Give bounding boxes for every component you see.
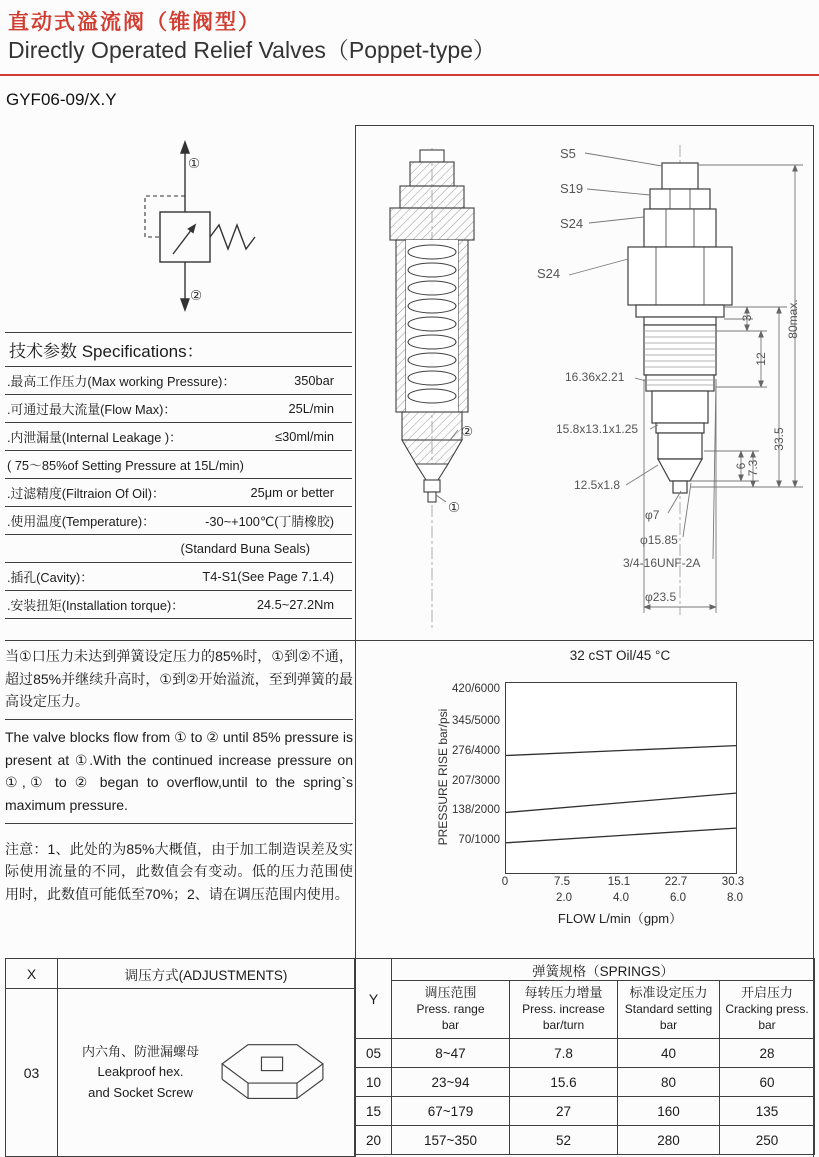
spec-value: 350bar <box>294 373 334 388</box>
dim-dia1585-label: φ15.85 <box>640 533 678 547</box>
spring-code: 05 <box>356 1039 392 1068</box>
adjustments-x-header: X <box>6 959 58 989</box>
springs-row <box>356 1126 815 1155</box>
spring-code: 15 <box>356 1097 392 1126</box>
spec-label: .内泄漏量(Internal Leakage )： <box>7 430 182 445</box>
spring-range: 8~47 <box>392 1039 510 1068</box>
spec-value: 24.5~27.2Nm <box>256 597 334 612</box>
chart-xtick: 0 <box>501 876 509 888</box>
spec-label: .最高工作压力(Max working Pressure)： <box>7 374 236 389</box>
chart-series-spring-10 <box>506 793 736 812</box>
chart-xtick-gpm: 8.0 <box>727 892 743 904</box>
adjustment-description <box>82 1042 199 1102</box>
page-title-cn: 直动式溢流阀（锥阀型） <box>8 11 261 34</box>
specs-title: 技术参数 Specifications： <box>9 342 204 361</box>
chart-xtick: 30.3 <box>721 876 745 888</box>
chart-ytick: 276/4000 <box>452 745 500 757</box>
chart-series-spring-05 <box>506 828 736 843</box>
chart-xtick-gpm: 2.0 <box>556 892 572 904</box>
springs-table <box>355 958 815 1155</box>
section-port1-label: ① <box>448 500 461 515</box>
dim-s24a-label: S24 <box>560 216 584 231</box>
description-note: 注意：1、此处的为85%大概值，由于加工制造误差及实际使用流量的不同，此数值会有变动。低的压力范围使用时，此数值可能低至70%；2、请在调压范围内使用。 <box>5 840 353 903</box>
adjustment-desc-cn: 内六角、防泄漏螺母 <box>81 1044 199 1060</box>
spec-label: .可通过最大流量(Flow Max)： <box>7 402 177 417</box>
spec-value: (Standard Buna Seals) <box>180 541 310 556</box>
spec-value: 25L/min <box>288 401 334 416</box>
spring-increase: 15.6 <box>510 1068 618 1097</box>
spring-increase: 52 <box>510 1126 618 1155</box>
spring-setting: 40 <box>618 1039 720 1068</box>
springs-col-header: 调压范围 Press. range bar <box>392 981 510 1039</box>
dim-thread-top-label: 16.36x2.21 <box>565 370 625 384</box>
top-border <box>355 125 814 126</box>
spec-row <box>5 367 352 395</box>
spec-value: 25μm or better <box>250 485 334 500</box>
dim-groove-label: 12.5x1.8 <box>574 478 621 492</box>
spring-range: 67~179 <box>392 1097 510 1126</box>
chart-ytick: 207/3000 <box>452 775 500 787</box>
adjustments-title: 调压方式(ADJUSTMENTS) <box>58 959 355 989</box>
symbol-port1-label: ① <box>188 156 201 171</box>
model-number: GYF06-09/X.Y <box>6 90 117 109</box>
chart-xtick: 22.7 <box>664 876 688 888</box>
chart-xtick-gpm: 4.0 <box>613 892 629 904</box>
spec-value: ≤30ml/min <box>275 429 334 444</box>
dim-dia7-label: φ7 <box>645 508 660 522</box>
spring-setting: 160 <box>618 1097 720 1126</box>
spring-range: 157~350 <box>392 1126 510 1155</box>
mid-divider <box>5 640 814 641</box>
spec-row <box>5 451 352 479</box>
page-title-en: Directly Operated Relief Valves（Poppet-type） <box>8 37 496 63</box>
spring-cracking: 60 <box>720 1068 815 1097</box>
spec-value: -30~+100℃(丁腈橡胶) <box>205 514 334 529</box>
chart-plot-svg <box>506 683 736 873</box>
chart-title: 32 cST Oil/45 °C <box>569 648 671 663</box>
description-cn: 当①口压力未达到弹簧设定压力的85%时，①到②不通，超过85%并继续升高时，①到②开始溢流，至到弹簧的最高设定压力。 <box>5 645 353 720</box>
description-en: The valve blocks flow from ① to ② until 85% pressure is present at ①.With the continued increase pressure on ①,① to ② began to overflow,until to the spring`s maximum pressure. <box>5 726 353 824</box>
spring-code: 20 <box>356 1126 392 1155</box>
chart-xtick: 7.5 <box>554 876 570 888</box>
section-port2-label: ② <box>461 424 474 439</box>
chart-ytick: 345/5000 <box>452 715 500 727</box>
dim-80max-label: 80max. <box>786 299 800 339</box>
adjustment-desc-en2: and Socket Screw <box>88 1084 193 1100</box>
spec-row <box>5 563 352 591</box>
dim-s24b-label: S24 <box>537 266 561 281</box>
adjustments-table <box>5 958 355 1157</box>
chart-series-spring-20 <box>506 746 736 756</box>
chart-x-axis-label: FLOW L/min（gpm） <box>557 911 683 926</box>
chart-y-axis-label: PRESSURE RISE bar/psi <box>436 708 450 846</box>
spring-code: 10 <box>356 1068 392 1097</box>
dim-12-label: 12 <box>754 352 768 366</box>
springs-col-header: 开启压力 Cracking press. bar <box>720 981 815 1039</box>
spring-cracking: 135 <box>720 1097 815 1126</box>
springs-row <box>356 1097 815 1126</box>
dim-335-label: 33.5 <box>772 427 786 451</box>
chart-xtick-gpm: 6.0 <box>670 892 686 904</box>
cross-section-drawing <box>360 148 520 638</box>
dim-3-label: 3 <box>740 314 754 322</box>
springs-row <box>356 1068 815 1097</box>
spring-increase: 27 <box>510 1097 618 1126</box>
spec-row <box>5 479 352 507</box>
adjustment-content <box>58 1037 354 1109</box>
specs-title-row <box>5 333 352 367</box>
adjustment-desc-en1: Leakproof hex. <box>97 1064 184 1080</box>
springs-col-header: 每转压力增量 Press. increase bar/turn <box>510 981 618 1039</box>
red-divider <box>0 74 819 76</box>
spec-row <box>5 535 352 563</box>
springs-y-header: Y <box>356 959 392 1039</box>
chart-ytick: 420/6000 <box>452 683 500 695</box>
chart-ytick: 70/1000 <box>458 834 500 846</box>
spec-row <box>5 395 352 423</box>
adjustments-row <box>6 989 355 1157</box>
spring-increase: 7.8 <box>510 1039 618 1068</box>
dim-oring-label: 15.8x13.1x1.25 <box>556 422 639 436</box>
spec-label: .插孔(Cavity)： <box>7 570 94 585</box>
dim-73-label: 7.3 <box>746 459 760 477</box>
spring-cracking: 250 <box>720 1126 815 1155</box>
dim-s19-label: S19 <box>560 181 584 196</box>
dim-thread-label: 3/4-16UNF-2A <box>623 556 701 570</box>
chart-xtick: 15.1 <box>607 876 631 888</box>
specs-table <box>5 332 352 619</box>
spring-cracking: 28 <box>720 1039 815 1068</box>
spec-value: T4-S1(See Page 7.1.4) <box>202 569 334 584</box>
description-block <box>5 645 353 906</box>
dim-s5-label: S5 <box>560 146 576 161</box>
spec-row <box>5 423 352 451</box>
spec-row <box>5 507 352 535</box>
dim-6-label: 6 <box>734 462 748 470</box>
spec-label: .安装扭矩(Installation torque)： <box>7 598 185 613</box>
springs-title: 弹簧规格（SPRINGS） <box>392 959 815 981</box>
symbol-port2-label: ② <box>190 288 203 303</box>
chart-ytick: 138/2000 <box>452 804 500 816</box>
spec-row <box>5 591 352 619</box>
springs-row <box>356 1039 815 1068</box>
hex-nut-drawing <box>215 1037 330 1109</box>
springs-col-header: 标准设定压力 Standard setting bar <box>618 981 720 1039</box>
chart-plot-area <box>505 682 737 874</box>
spring-setting: 280 <box>618 1126 720 1155</box>
spec-label: .过滤精度(Filtraion Of Oil)： <box>7 486 165 501</box>
spec-label: ( 75～85%of Setting Pressure at 15L/min) <box>7 458 244 473</box>
spec-label: .使用温度(Temperature)： <box>7 514 155 529</box>
dim-dia235-label: φ23.5 <box>645 590 677 604</box>
spring-setting: 80 <box>618 1068 720 1097</box>
adjustment-code: 03 <box>6 989 58 1157</box>
spring-range: 23~94 <box>392 1068 510 1097</box>
